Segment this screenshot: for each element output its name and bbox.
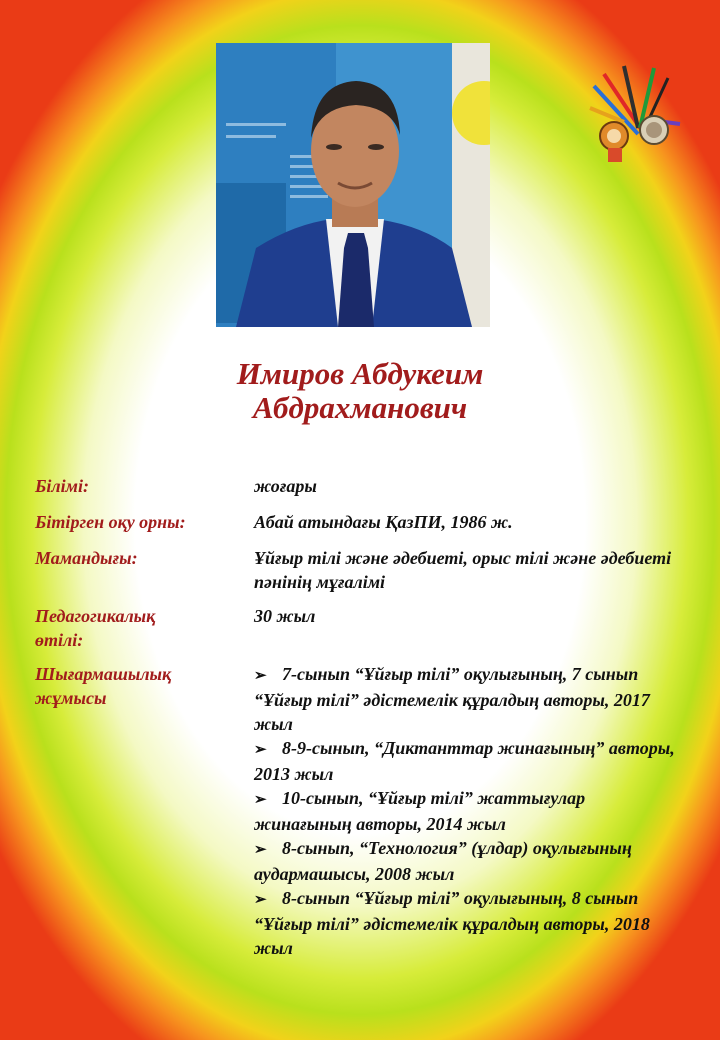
bullet-icon: ➢ xyxy=(254,742,267,758)
list-item xyxy=(254,736,684,786)
bullet-icon: ➢ xyxy=(254,792,267,808)
education-value: жоғары xyxy=(254,476,317,496)
name-line-1: Имиров Абдукеим xyxy=(236,356,484,391)
school-value: Абай атындағы ҚазПИ, 1986 ж. xyxy=(254,512,513,532)
portrait-photo xyxy=(216,43,490,327)
art-supplies-icon xyxy=(584,64,688,164)
school-label: Бітірген оқу орны: xyxy=(35,512,186,532)
name-line-2: Абдрахманович xyxy=(252,390,468,425)
bullet-icon: ➢ xyxy=(254,842,267,858)
list-item-text: 8-9-сынып, “Диктанттар жинағының” авторы, 2013 жыл xyxy=(254,738,675,784)
list-item xyxy=(254,886,684,960)
list-item-text: 7-сынып “Ұйғыр тілі” оқулығының, 7 сынып “Ұйғыр тілі” әдістемелік құралдың авторы, 2017 жыл xyxy=(254,664,650,734)
specialty-value: Ұйғыр тілі және әдебиеті, орыс тілі және әдебиеті пәнінің мұғалімі xyxy=(254,548,672,592)
experience-label xyxy=(35,604,235,652)
works-label-line-2: жұмысы xyxy=(35,688,107,708)
experience-value: 30 жыл xyxy=(254,606,316,626)
list-item xyxy=(254,836,684,886)
person-name xyxy=(0,357,720,425)
experience-label-line-1: Педагогикалық xyxy=(35,606,156,626)
bullet-icon: ➢ xyxy=(254,668,267,684)
works-label-line-1: Шығармашылық xyxy=(35,664,172,684)
list-item xyxy=(254,786,684,836)
list-item-text: 8-сынып “Ұйғыр тілі” оқулығының, 8 сынып “Ұйғыр тілі” әдістемелік құралдың авторы, 2018 жыл xyxy=(254,888,650,958)
works-label xyxy=(35,662,235,710)
list-item-text: 8-сынып, “Технология” (ұлдар) оқулығының аудармашысы, 2008 жыл xyxy=(254,838,632,884)
works-list xyxy=(254,662,684,960)
bullet-icon: ➢ xyxy=(254,892,267,908)
education-label: Білімі: xyxy=(35,476,89,496)
specialty-label: Мамандығы: xyxy=(35,548,138,568)
list-item-text: 10-сынып, “Ұйғыр тілі” жаттығулар жинағының авторы, 2014 жыл xyxy=(254,788,586,834)
list-item xyxy=(254,662,684,736)
experience-label-line-2: өтілі: xyxy=(35,630,84,650)
